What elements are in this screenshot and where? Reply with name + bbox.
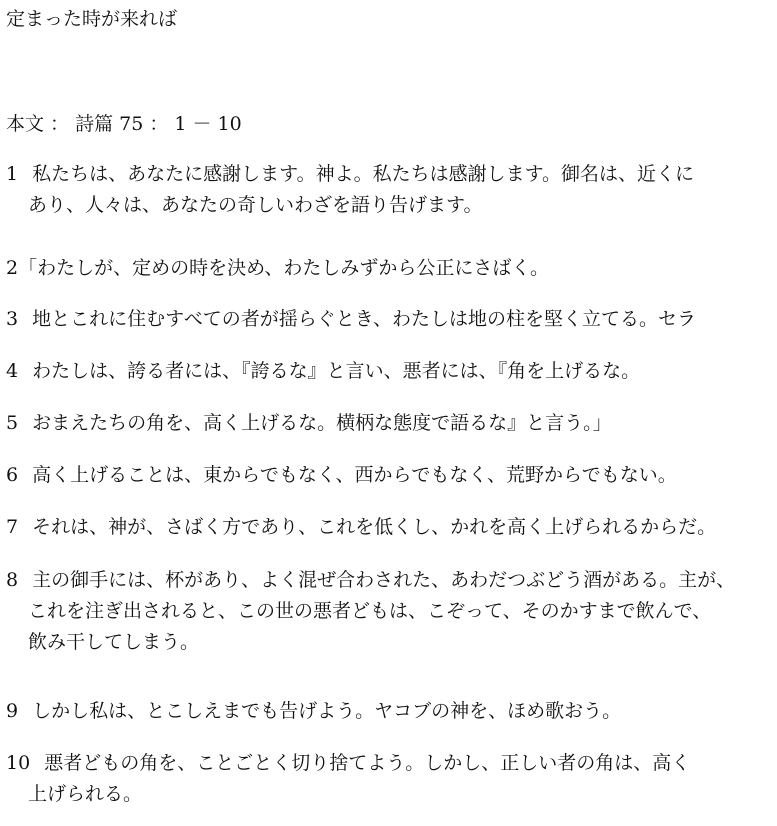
verse-text: 地とこれに住むすべての者が揺らぐとき、わたしは地の柱を堅く立てる。セラ — [32, 308, 696, 330]
verse-number: 7 — [6, 516, 19, 538]
verse-line: 飲み干してしまう。 — [28, 631, 200, 653]
verse-line: これを注ぎ出されると、この世の悪者どもは、こぞって、そのかすまで飲んで、 — [28, 600, 712, 622]
verse-text: わたしは、誇る者には、『誇るな』と言い、悪者には、『角を上げるな。 — [32, 360, 641, 382]
verse-line — [6, 159, 771, 190]
verse-line — [6, 356, 771, 387]
verse-line — [6, 748, 771, 779]
document-title: 定まった時が来れば — [6, 8, 178, 30]
verse-7 — [6, 512, 771, 543]
verse-line — [6, 253, 771, 284]
verse-text: 「わたしが、定めの時を決め、わたしみずから公正にさばく。 — [18, 257, 549, 279]
verse-number: 1 — [6, 163, 19, 185]
verse-2 — [6, 253, 771, 284]
verse-number: 3 — [6, 308, 19, 330]
verse-6 — [6, 460, 771, 491]
verse-line — [6, 460, 771, 491]
verse-text: 私たちは、あなたに感謝します。神よ。私たちは感謝します。御名は、近くに — [32, 163, 695, 185]
verse-number: 8 — [6, 569, 19, 591]
verse-line: 上げられる。 — [28, 783, 143, 805]
verse-1 — [6, 159, 771, 221]
verse-4 — [6, 356, 771, 387]
verse-number: 5 — [6, 412, 19, 434]
verse-line — [6, 565, 771, 596]
verse-number: 9 — [6, 700, 19, 722]
verse-text: おまえたちの角を、高く上げるな。横柄な態度で語るな』と言う。」 — [32, 412, 612, 434]
verse-number: 2 — [6, 257, 19, 279]
verse-text: 主の御手には、杯があり、よく混ぜ合わされた、あわだつぶどう酒がある。主が、 — [32, 569, 736, 591]
verse-line: あり、人々は、あなたの奇しいわざを語り告げます。 — [28, 194, 483, 216]
verse-3 — [6, 304, 771, 335]
verse-text: 高く上げることは、東からでもなく、西からでもなく、荒野からでもない。 — [32, 464, 677, 486]
verse-line — [6, 512, 771, 543]
verse-number: 6 — [6, 464, 19, 486]
verse-line — [6, 408, 771, 439]
verse-text: それは、神が、さばく方であり、これを低くし、かれを高く上げられるからだ。 — [32, 516, 717, 538]
verse-text: 悪者どもの角を、ことごとく切り捨てよう。しかし、正しい者の角は、高く — [44, 752, 691, 774]
verse-number: 4 — [6, 360, 19, 382]
verse-5 — [6, 408, 771, 439]
verse-line — [6, 696, 771, 727]
scripture-reference: 本文 ： 詩篇 75 ： 1 － 10 — [6, 113, 242, 135]
verse-10 — [6, 748, 771, 810]
verse-number: 10 — [6, 752, 31, 774]
verse-line — [6, 304, 771, 335]
verse-8 — [6, 565, 771, 658]
verse-9 — [6, 696, 771, 727]
verse-text: しかし私は、とこしえまでも告げよう。ヤコブの神を、ほめ歌おう。 — [32, 700, 622, 722]
